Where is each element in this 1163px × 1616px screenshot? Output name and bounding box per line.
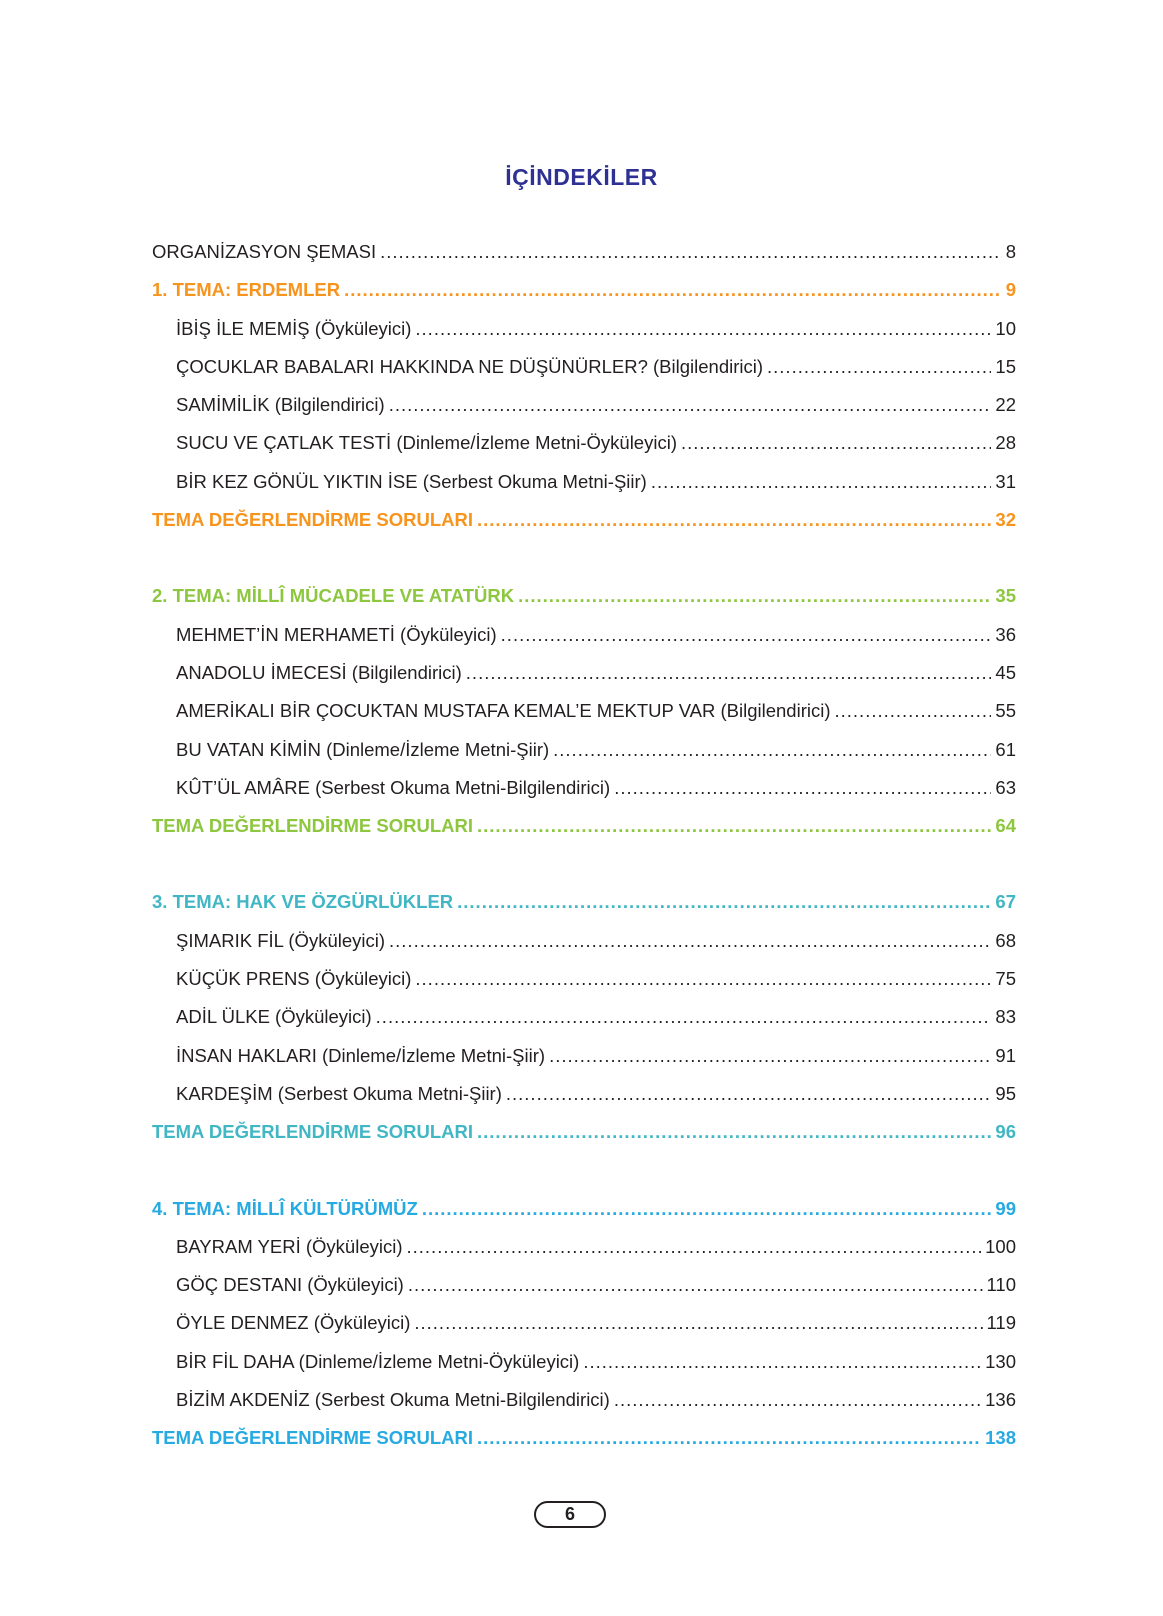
toc-theme-entry[interactable] bbox=[152, 271, 1016, 309]
toc-entry-page: 136 bbox=[985, 1389, 1016, 1411]
table-of-contents bbox=[152, 233, 1016, 1458]
dot-leader bbox=[477, 1419, 981, 1457]
dot-leader bbox=[501, 616, 992, 654]
toc-entry-page: 95 bbox=[995, 1082, 1016, 1104]
dot-leader bbox=[681, 424, 991, 462]
toc-entry-label: AMERİKALI BİR ÇOCUKTAN MUSTAFA KEMAL’E MEKTUP VAR (Bilgilendirici) bbox=[176, 700, 831, 722]
toc-theme-entry[interactable] bbox=[152, 577, 1016, 615]
toc-entry-page: 100 bbox=[985, 1235, 1016, 1257]
toc-entry[interactable] bbox=[152, 654, 1016, 692]
toc-entry-label: SAMİMİLİK (Bilgilendirici) bbox=[176, 394, 385, 416]
toc-entry-label: TEMA DEĞERLENDİRME SORULARI bbox=[152, 815, 474, 837]
dot-leader bbox=[466, 654, 992, 692]
dot-leader bbox=[614, 1381, 981, 1419]
toc-theme-entry[interactable] bbox=[152, 501, 1016, 539]
toc-entry[interactable] bbox=[152, 1266, 1016, 1304]
toc-entry-page: 138 bbox=[985, 1427, 1016, 1449]
toc-theme-entry[interactable] bbox=[152, 1190, 1016, 1228]
toc-theme-entry[interactable] bbox=[152, 1419, 1016, 1457]
toc-entry-page: 22 bbox=[995, 394, 1016, 416]
toc-entry-label: ANADOLU İMECESİ (Bilgilendirici) bbox=[176, 661, 462, 683]
toc-entry-page: 119 bbox=[986, 1312, 1016, 1334]
toc-entry[interactable] bbox=[152, 463, 1016, 501]
toc-entry-page: 75 bbox=[995, 968, 1016, 990]
toc-entry-page: 8 bbox=[1005, 241, 1016, 262]
dot-leader bbox=[415, 310, 991, 348]
toc-entry-page: 91 bbox=[995, 1044, 1016, 1066]
toc-entry-label: 3. TEMA: HAK VE ÖZGÜRLÜKLER bbox=[152, 891, 454, 913]
dot-leader bbox=[477, 807, 991, 845]
toc-entry-page: 9 bbox=[1005, 279, 1016, 301]
toc-entry-label: BİR KEZ GÖNÜL YIKTIN İSE (Serbest Okuma Metni-Şiir) bbox=[176, 470, 647, 492]
toc-theme-entry[interactable] bbox=[152, 883, 1016, 921]
toc-entry-page: 10 bbox=[995, 317, 1016, 339]
dot-leader bbox=[583, 1343, 981, 1381]
dot-leader bbox=[477, 501, 991, 539]
toc-entry-label: TEMA DEĞERLENDİRME SORULARI bbox=[152, 1121, 474, 1143]
toc-entry[interactable] bbox=[152, 616, 1016, 654]
toc-entry-page: 31 bbox=[995, 470, 1016, 492]
toc-entry-label: GÖÇ DESTANI (Öyküleyici) bbox=[176, 1274, 404, 1296]
toc-entry-label: ADİL ÜLKE (Öyküleyici) bbox=[176, 1006, 372, 1028]
toc-entry-page: 83 bbox=[995, 1006, 1016, 1028]
toc-entry[interactable] bbox=[152, 386, 1016, 424]
toc-entry-label: KARDEŞİM (Serbest Okuma Metni-Şiir) bbox=[176, 1082, 502, 1104]
toc-entry-label: ORGANİZASYON ŞEMASI bbox=[152, 241, 377, 262]
dot-leader bbox=[518, 577, 991, 615]
dot-leader bbox=[614, 769, 991, 807]
dot-leader bbox=[835, 692, 992, 730]
toc-entry-page: 99 bbox=[995, 1197, 1016, 1219]
toc-entry[interactable] bbox=[152, 1304, 1016, 1342]
toc-entry[interactable] bbox=[152, 424, 1016, 462]
dot-leader bbox=[767, 348, 991, 386]
toc-entry-label: MEHMET’İN MERHAMETİ (Öyküleyici) bbox=[176, 623, 497, 645]
toc-entry-page: 61 bbox=[995, 738, 1016, 760]
toc-entry[interactable] bbox=[152, 922, 1016, 960]
toc-entry[interactable] bbox=[152, 998, 1016, 1036]
dot-leader bbox=[389, 922, 991, 960]
dot-leader bbox=[389, 386, 992, 424]
dot-leader bbox=[506, 1075, 992, 1113]
toc-entry[interactable] bbox=[152, 731, 1016, 769]
toc-entry-page: 45 bbox=[995, 661, 1016, 683]
dot-leader bbox=[414, 1304, 982, 1342]
toc-entry-page: 110 bbox=[986, 1274, 1016, 1296]
toc-entry[interactable] bbox=[152, 692, 1016, 730]
dot-leader bbox=[408, 1266, 983, 1304]
toc-theme-entry[interactable] bbox=[152, 1113, 1016, 1151]
toc-entry-page: 15 bbox=[995, 355, 1016, 377]
toc-entry-page: 32 bbox=[995, 509, 1016, 531]
page-title: İÇİNDEKİLER bbox=[505, 164, 658, 190]
page-number-badge: 6 bbox=[534, 1501, 606, 1528]
toc-entry-page: 68 bbox=[995, 929, 1016, 951]
toc-entry[interactable] bbox=[152, 348, 1016, 386]
toc-entry-page: 28 bbox=[995, 432, 1016, 454]
toc-entry-label: KÛT’ÜL AMÂRE (Serbest Okuma Metni-Bilgilendirici) bbox=[176, 776, 611, 798]
toc-entry-label: BİR FİL DAHA (Dinleme/İzleme Metni-Öyküleyici) bbox=[176, 1350, 580, 1372]
toc-entry[interactable] bbox=[152, 1381, 1016, 1419]
toc-entry-label: TEMA DEĞERLENDİRME SORULARI bbox=[152, 509, 474, 531]
toc-entry-label: KÜÇÜK PRENS (Öyküleyici) bbox=[176, 968, 412, 990]
toc-entry[interactable] bbox=[152, 310, 1016, 348]
toc-entry-page: 63 bbox=[995, 776, 1016, 798]
dot-leader bbox=[415, 960, 991, 998]
toc-entry[interactable] bbox=[152, 1228, 1016, 1266]
toc-entry-label: 4. TEMA: MİLLÎ KÜLTÜRÜMÜZ bbox=[152, 1197, 418, 1219]
toc-entry-page: 96 bbox=[995, 1121, 1016, 1143]
toc-entry-label: SUCU VE ÇATLAK TESTİ (Dinleme/İzleme Metni-Öyküleyici) bbox=[176, 432, 677, 454]
toc-entry-page: 130 bbox=[985, 1350, 1016, 1372]
dot-leader bbox=[651, 463, 992, 501]
dot-leader bbox=[344, 271, 1002, 309]
dot-leader bbox=[376, 998, 992, 1036]
dot-leader bbox=[457, 883, 991, 921]
toc-entry-label: 1. TEMA: ERDEMLER bbox=[152, 279, 341, 301]
dot-leader bbox=[422, 1190, 992, 1228]
toc-entry-label: 2. TEMA: MİLLÎ MÜCADELE VE ATATÜRK bbox=[152, 585, 515, 607]
toc-entry-label: ÇOCUKLAR BABALARI HAKKINDA NE DÜŞÜNÜRLER? (Bilgilendirici) bbox=[176, 355, 764, 377]
toc-entry[interactable] bbox=[152, 960, 1016, 998]
toc-entry-label: ŞIMARIK FİL (Öyküleyici) bbox=[176, 929, 386, 951]
toc-entry-label: İBİŞ İLE MEMİŞ (Öyküleyici) bbox=[176, 317, 412, 339]
toc-entry-label: ÖYLE DENMEZ (Öyküleyici) bbox=[176, 1312, 411, 1334]
toc-entry[interactable] bbox=[152, 1075, 1016, 1113]
toc-entry-page: 35 bbox=[995, 585, 1016, 607]
toc-entry-label: BAYRAM YERİ (Öyküleyici) bbox=[176, 1235, 403, 1257]
toc-entry-page: 55 bbox=[995, 700, 1016, 722]
dot-leader bbox=[380, 233, 1002, 271]
dot-leader bbox=[549, 1037, 991, 1075]
toc-entry[interactable] bbox=[152, 1343, 1016, 1381]
toc-entry-label: BU VATAN KİMİN (Dinleme/İzleme Metni-Şiir) bbox=[176, 738, 550, 760]
toc-entry-label: TEMA DEĞERLENDİRME SORULARI bbox=[152, 1427, 474, 1449]
toc-entry-label: BİZİM AKDENİZ (Serbest Okuma Metni-Bilgilendirici) bbox=[176, 1389, 610, 1411]
toc-entry[interactable] bbox=[152, 233, 1016, 271]
dot-leader bbox=[407, 1228, 982, 1266]
toc-entry[interactable] bbox=[152, 1037, 1016, 1075]
toc-entry[interactable] bbox=[152, 769, 1016, 807]
toc-entry-page: 36 bbox=[995, 623, 1016, 645]
toc-entry-page: 64 bbox=[995, 815, 1016, 837]
dot-leader bbox=[477, 1113, 991, 1151]
toc-theme-entry[interactable] bbox=[152, 807, 1016, 845]
toc-entry-label: İNSAN HAKLARI (Dinleme/İzleme Metni-Şiir) bbox=[176, 1044, 546, 1066]
toc-entry-page: 67 bbox=[995, 891, 1016, 913]
dot-leader bbox=[553, 731, 991, 769]
